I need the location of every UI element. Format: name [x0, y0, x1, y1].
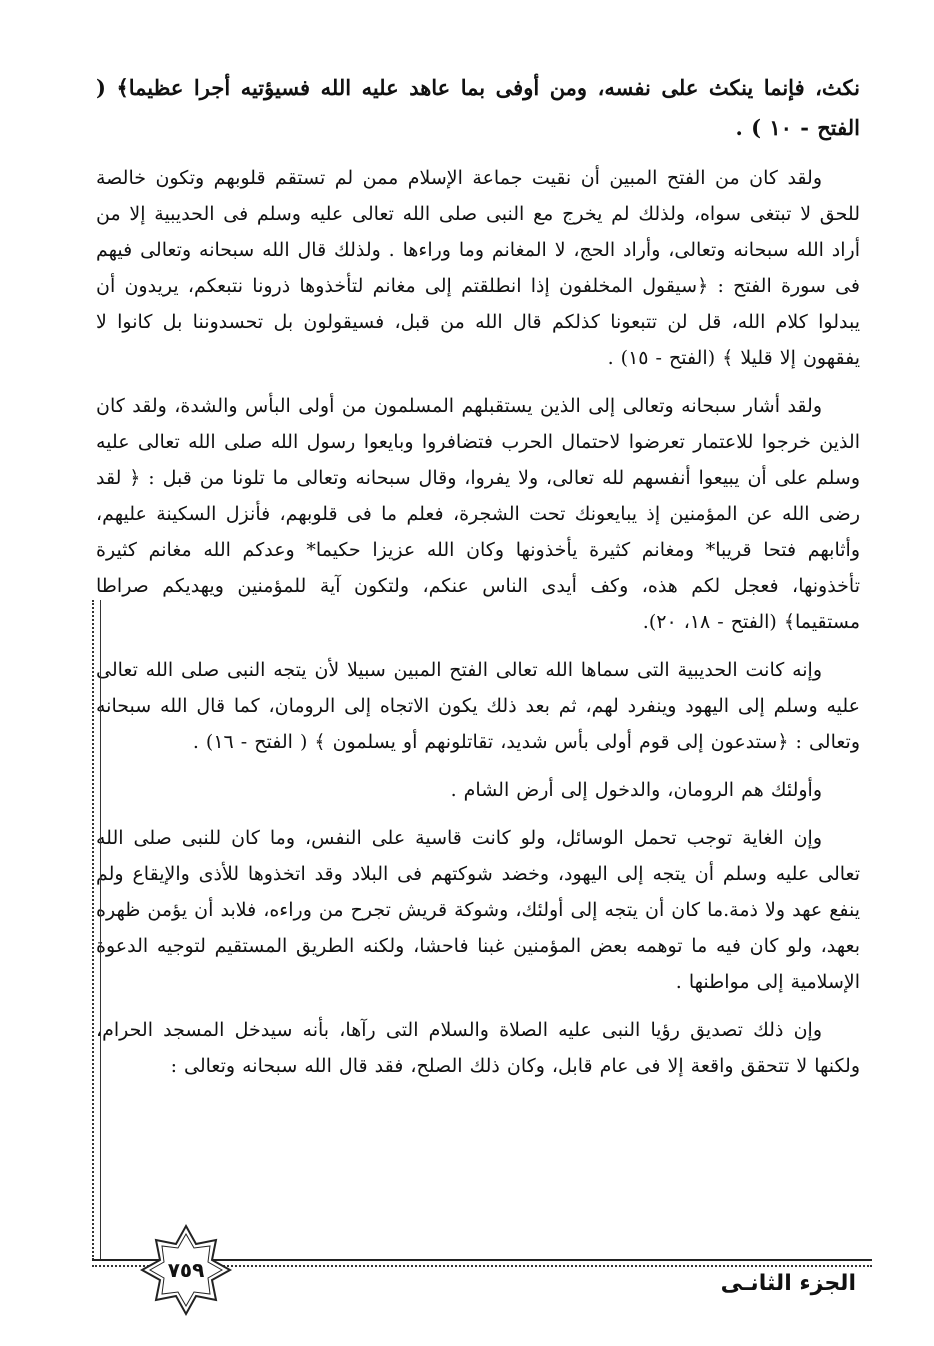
paragraph-7: وإن ذلك تصديق رؤيا النبى عليه الصلاة والسلام التى رآها، بأنه سيدخل المسجد الحرام، ولكنها لا تتحقق واقعة إلا فى عام قابل، وكان ذلك الصلح، فقد قال الله سبحانه وتعالى : [96, 1019, 860, 1077]
paragraph-2: ولقد كان من الفتح المبين أن نقيت جماعة الإسلام ممن لم تستقم قلوبهم وتكون خالصة للحق لا تبتغى سواه، ولذلك لم يخرج مع النبى صلى الله تعالى عليه وسلم فى الحديبية إلا من أراد الله سبحانه وتعالى، وأراد الحج، لا المغانم وما وراءها . ولذلك قال الله سبحانه وتعالى فيهم فى سورة الفتح : ﴿سيقول المخلفون إذا انطلقتم إلى مغانم لتأخذوها ذرونا نتبعكم، يريدون أن يبدلوا كلام الله، قل لن تتبعونا كذلكم قال الله من قبل، فسيقولون بل تحسدوننا بل كانوا لا يفقهون إلا قليلا ﴾ (الفتح - ١٥) . [96, 167, 861, 369]
paragraph-3: ولقد أشار سبحانه وتعالى إلى الذين يستقبلهم المسلمون من أولى البأس والشدة، ولقد كان الذين خرجوا للاعتمار تعرضوا لاحتمال الحرب فتضافروا وبايعوا رسول الله صلى الله تعالى عليه وسلم على أن يبيعوا أنفسهم لله تعالى، ولا يفروا، وقال سبحانه وتعالى ما تلونا من قبل : ﴿ لقد رضى الله عن المؤمنين إذ يبايعونك تحت الشجرة، فعلم ما فى قلوبهم، فأنزل السكينة عليهم، وأثابهم فتحا قريبا* ومغانم كثيرة يأخذونها وكان الله عزيزا حكيما* وعدكم الله مغانم كثيرة تأخذونها، فعجل لكم هذه، وكف أيدى الناس عنكم، ولتكون آية للمؤمنين ويهديكم صراطا مستقيما﴾ (الفتح - ١٨، ٢٠). [96, 395, 860, 633]
part-label: الجزء الثانـى [720, 1271, 856, 1296]
paragraph-6: وإن الغاية توجب تحمل الوسائل، ولو كانت قاسية على النفس، وما كان للنبى صلى الله تعالى عليه وسلم أن يتجه إلى اليهود، وخضد شوكتهم فى البلاد وقد اتخذوها للأذى والإيقاع ولم ينفع عهد ولا ذمة.ما كان أن يتجه إلى أولئك، وشوكة قريش تجرح من وراءه، فلابد أن يؤمن ظهره بعهد، ولو كان فيه ما توهمه بعض المؤمنين غبنا فاحشا، ولكنه الطريق المستقيم لتوجيه الدعوة الإسلامية إلى مواطنها . [96, 827, 860, 993]
paragraph-5: وأولئك هم الرومان، والدخول إلى أرض الشام . [450, 779, 822, 801]
page-number-badge [138, 1222, 234, 1318]
paragraph-4: وإنه كانت الحديبية التى سماها الله تعالى الفتح المبين سبيلا لأن يتجه النبى صلى الله تعالى عليه وسلم إلى اليهود وينفرد لهم، ثم بعد ذلك يكون الاتجاه إلى الرومان، كما قال الله سبحانه وتعالى : ﴿ستدعون إلى قوم أولى بأس شديد، تقاتلونهم أو يسلمون ﴾ ( الفتح - ١٦) . [96, 659, 860, 753]
page-number: ٧٥٩ [167, 1258, 205, 1282]
page-border-left [92, 600, 101, 1260]
paragraph-1: نكث، فإنما ينكث على نفسه، ومن أوفى بما عاهد عليه الله فسيؤتيه أجرا عظيما﴾ ( الفتح - ١٠ ) . [96, 75, 860, 140]
page-body [96, 68, 860, 1084]
